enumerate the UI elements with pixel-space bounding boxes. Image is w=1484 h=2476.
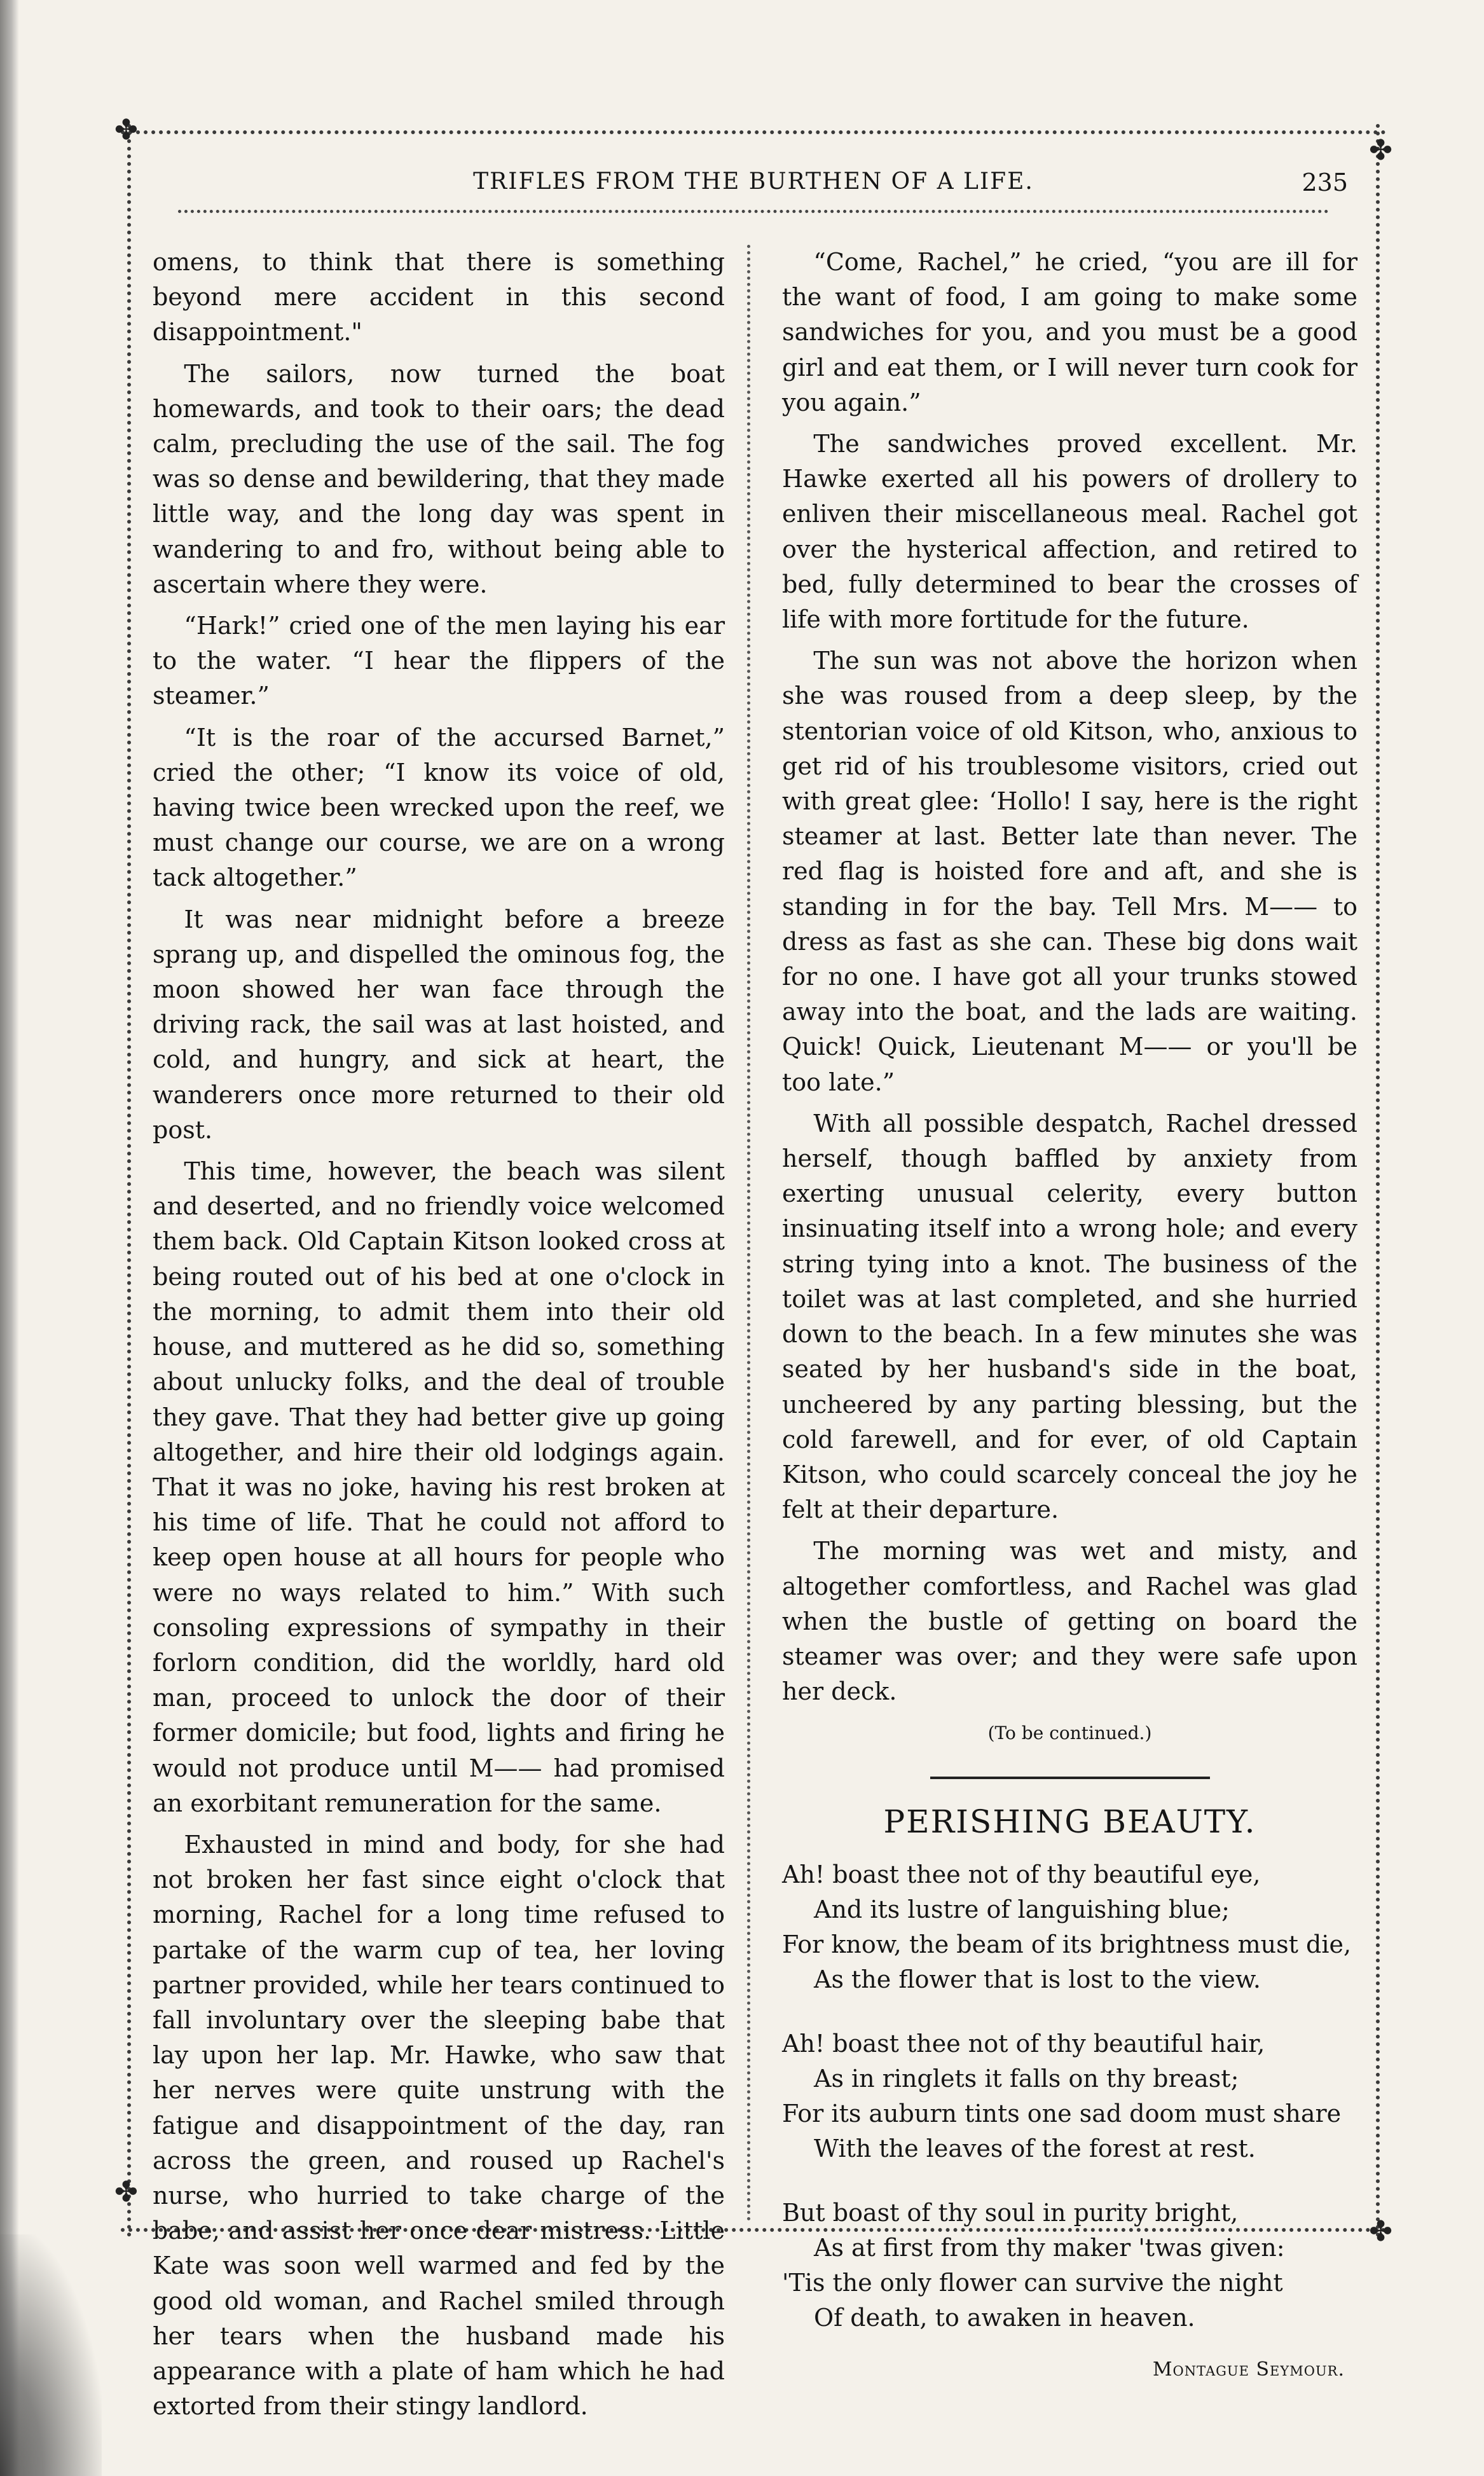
poem-line: As in ringlets it falls on thy breast; [814, 2064, 1239, 2093]
poem-line: And its lustre of languishing blue; [814, 1895, 1230, 1923]
right-column [782, 245, 1357, 2387]
poem-stanza [782, 1857, 1357, 1997]
poem-line: For know, the beam of its brightness must die, [782, 1930, 1352, 1958]
poem-line: For its auburn tints one sad doom must share [782, 2099, 1342, 2128]
corner-ornament-icon: ✤ [114, 114, 138, 146]
paragraph: With all possible despatch, Rachel dressed herself, though baffled by anxiety from exerting unusual celerity, every button insinuating itself into a wrong hole; and every string tying into a knot. The business of the toilet was at last completed, and she hurried down to the beach. In a few minutes she was seated by her husband's side in the boat, uncheered by any parting blessing, but the cold farewell, and for ever, of old Captain Kitson, who could scarcely conceal the joy he felt at their departure. [782, 1109, 1357, 1524]
running-head [159, 169, 1348, 207]
poem-line: As at first from thy maker 'twas given: [814, 2233, 1285, 2262]
paragraph: “Come, Rachel,” he cried, “you are ill for the want of food, I am going to make some sandwiches for you, and you must be a good girl and eat them, or I will never turn cook for you again.” [782, 248, 1357, 416]
ornamental-border-left [127, 124, 131, 2238]
paragraph: It was near midnight before a breeze sprang up, and dispelled the ominous fog, the moon showed her wan face through the driving rack, the sail was at last hoisted, and cold, and hungry, and sick at heart, the wanderers once more returned to their old post. [153, 905, 725, 1144]
ornamental-border-top [121, 130, 1386, 134]
paragraph: The sandwiches proved excellent. Mr. Hawke exerted all his powers of drollery to enliven their miscellaneous meal. Rachel got over the hysterical affection, and retired to bed, fully determined to bear the crosses of life with more fortitude for the future. [782, 430, 1357, 634]
paragraph: omens, to think that there is something beyond mere accident in this second disappointment." [153, 248, 725, 347]
poem-line: But boast of thy soul in purity bright, [782, 2198, 1239, 2227]
binding-stain [0, 2234, 102, 2476]
poem-line: As the flower that is lost to the view. [814, 1965, 1261, 1993]
running-title: TRIFLES FROM THE BURTHEN OF A LIFE. [473, 169, 1034, 195]
poem-line: Of death, to awaken in heaven. [814, 2303, 1195, 2332]
to-be-continued: (To be continued.) [987, 1723, 1152, 1744]
left-column [153, 245, 725, 2430]
paragraph: The sailors, now turned the boat homewards, and took to their oars; the dead calm, precluding the use of the sail. The fog was so dense and bewildering, that they made little way, and the long day was spent in wandering to and fro, without being able to ascertain where they were. [153, 359, 725, 598]
page-frame [114, 114, 1392, 2421]
poem-line: With the leaves of the forest at rest. [814, 2134, 1256, 2163]
header-rule [178, 210, 1329, 213]
page-edge-shadow [0, 0, 19, 2476]
corner-ornament-icon: ✤ [1369, 2215, 1392, 2248]
paragraph: This time, however, the beach was silent and deserted, and no friendly voice welcomed them back. Old Captain Kitson looked cross at being routed out of his bed at one o'clock in the morning, to admit them into their old house, and muttered as he did so, something about unlucky folks, and the deal of trouble they gave. That they had better give up going altogether, and hire their old lodgings again. That it was no joke, having his rest broken at his time of life. That he could not afford to keep open house at all hours for people who were no ways related to him.” With such consoling expressions of sympathy in their forlorn condition, did the worldly, hard old man, proceed to unlock the door of their former domicile; but food, lights and firing he would not produce until M—— had promised an exorbitant remuneration for the same. [153, 1157, 725, 1817]
poem-line: 'Tis the only flower can survive the night [782, 2268, 1283, 2297]
poem-author: Montague Seymour. [1152, 2358, 1345, 2381]
page-number: 235 [1302, 169, 1348, 196]
ornamental-border-right [1376, 124, 1380, 2238]
paragraph: The sun was not above the horizon when she was roused from a deep sleep, by the stentorian voice of old Kitson, who, anxious to get rid of his troublesome visitors, cried out with great glee: ‘Hollo! I say, here is the right steamer at last. Better late than never. The red flag is hoisted fore and aft, and she is standing in for the bay. Tell Mrs. M—— to dress as fast as she can. These big dons wait for no one. I have got all your trunks stowed away into the boat, and the lads are waiting. Quick! Quick, Lieutenant M—— or you'll be too late.” [782, 647, 1357, 1096]
paragraph: “It is the roar of the accursed Barnet,” cried the other; “I know its voice of old, having twice been wrecked upon the reef, we must change our course, we are on a wrong tack altogether.” [153, 723, 725, 892]
poem-title: PERISHING BEAUTY. [883, 1803, 1256, 1840]
column-divider [747, 245, 750, 2222]
poem-stanza [782, 2026, 1357, 2166]
corner-ornament-icon: ✤ [1369, 134, 1392, 167]
paragraph: The morning was wet and misty, and altogether comfortless, and Rachel was glad when the bustle of getting on board the steamer was over; and they were safe upon her deck. [782, 1537, 1357, 1706]
poem-line: Ah! boast thee not of thy beautiful hair, [782, 2029, 1265, 2058]
paragraph: Exhausted in mind and body, for she had not broken her fast since eight o'clock that morning, Rachel for a long time refused to partake of the warm cup of tea, her loving partner provided, while her tears continued to fall involuntary over the sleeping babe that lay upon her lap. Mr. Hawke, who saw that her nerves were quite unstrung with the fatigue and disappointment of the day, ran across the green, and roused up Rachel's nurse, who hurried to take charge of the babe, and assist her once dear mistress. Little Kate was soon well warmed and fed by the good old woman, and Rachel smiled through her tears when the husband made his appearance with a plate of ham which he had extorted from their stingy landlord. [153, 1830, 725, 2421]
corner-ornament-icon: ✤ [114, 2176, 138, 2208]
poem-stanza [782, 2196, 1357, 2335]
paragraph: “Hark!” cried one of the men laying his ear to the water. “I hear the flippers of the steamer.” [153, 612, 725, 710]
poem-line: Ah! boast thee not of thy beautiful eye, [782, 1860, 1261, 1888]
section-rule [930, 1777, 1210, 1779]
